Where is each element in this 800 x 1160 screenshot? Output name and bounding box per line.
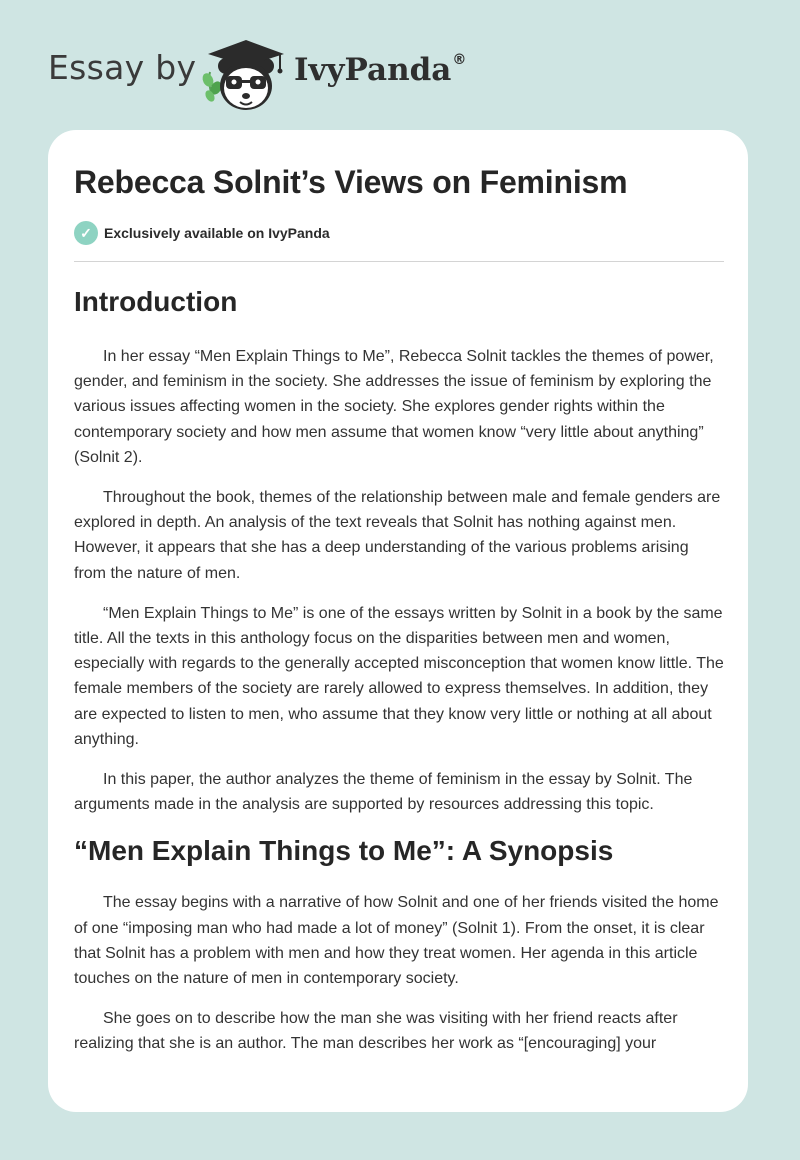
essay-by-label: Essay by xyxy=(48,48,197,87)
exclusive-label: Exclusively available on IvyPanda xyxy=(104,225,330,241)
section-heading-introduction: Introduction xyxy=(74,286,238,317)
divider xyxy=(74,261,724,262)
brand-name: IvyPanda xyxy=(294,52,452,88)
paragraph: “Men Explain Things to Me” is one of the essays written by Solnit in a book by the same title. All the texts in this anthology focus on the disparities between men and women, especially with regards to the generally accepted misconception that women know little. The female members of the society are rarely allowed to express themselves. In addition, they are expected to listen to men, who assume that they know very little or nothing at all about anything. xyxy=(74,604,724,748)
ivypanda-brand[interactable] xyxy=(294,52,466,88)
page-title: Rebecca Solnit’s Views on Feminism xyxy=(74,164,628,200)
site-header xyxy=(0,0,800,130)
essay-body xyxy=(74,280,724,1057)
registered-mark: ® xyxy=(452,52,467,68)
check-circle-icon: ✓ xyxy=(74,221,98,245)
paragraph: Throughout the book, themes of the relationship between male and female genders are explored in depth. An analysis of the text reveals that Solnit has nothing against men. However, it appears that she has a deep understanding of the various problems arising from the nature of men. xyxy=(74,489,721,582)
section-heading-synopsis: “Men Explain Things to Me”: A Synopsis xyxy=(74,835,614,867)
paragraph: In this paper, the author analyzes the theme of feminism in the essay by Solnit. The arguments made in the analysis are supported by resources addressing this topic. xyxy=(74,771,693,814)
paragraph: In her essay “Men Explain Things to Me”, Rebecca Solnit tackles the themes of power, gender, and feminism in the society. She addresses the issue of feminism by exploring the various issues affecting women in the society. She explores gender rights within the contemporary society and how men assume that women know “very little about anything” (Solnit 2). xyxy=(74,348,714,466)
paragraph: The essay begins with a narrative of how Solnit and one of her friends visited the home of one “imposing man who had made a lot of money” (Solnit 1). From the onset, it is clear that Solnit has a problem with men and how they treat women. Her agenda in this article touches on the nature of men in contemporary society. xyxy=(74,894,719,988)
exclusive-badge xyxy=(74,221,330,245)
paragraph: She goes on to describe how the man she was visiting with her friend reacts after realizing that she is an author. The man describes her work as “[encouraging] your xyxy=(74,1010,678,1053)
ivypanda-panda-logo-icon[interactable] xyxy=(200,36,292,112)
essay-card xyxy=(48,130,748,1112)
